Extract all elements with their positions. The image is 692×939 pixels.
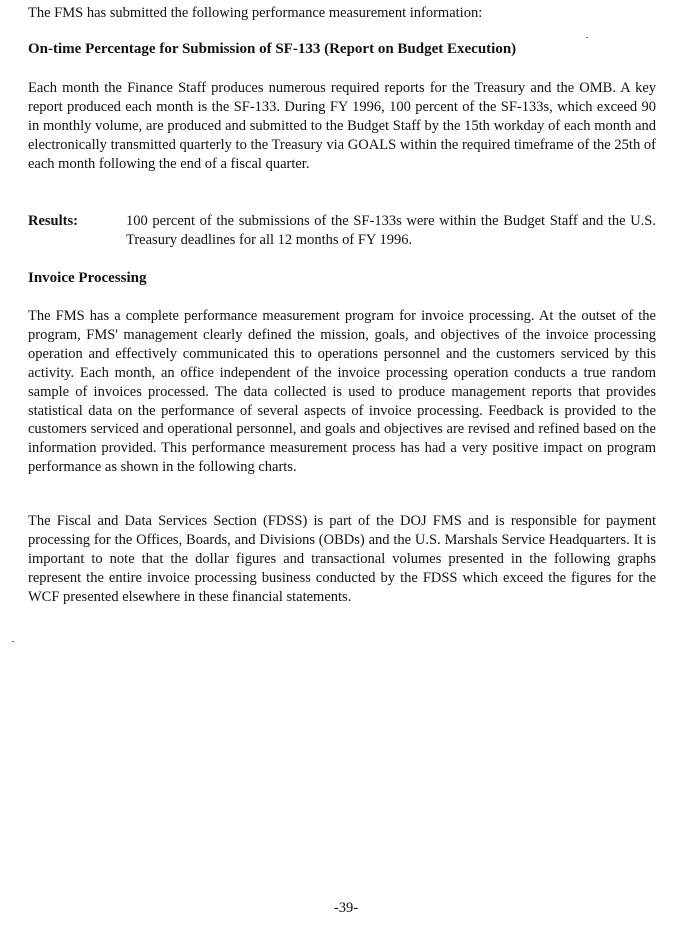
page-number: -39- — [333, 900, 359, 916]
sf133-paragraph: Each month the Finance Staff produces numerous required reports for the Treasury and the OMB. A key report produced each month is the SF-133. During FY 1996, 100 percent of the SF-133s, which exceed 90 in monthly volume, are produced and submitted to the Budget Staff by the 15th workday of each month and electronically transmitted quarterly to the Treasury via GOALS within the required timeframe of the 25th of each month following the end of a fiscal quarter. — [28, 80, 656, 172]
scan-speck — [586, 37, 588, 38]
intro-text: The FMS has submitted the following performance measurement information: — [28, 5, 483, 21]
section-heading-invoice-processing: Invoice Processing — [28, 270, 147, 286]
results-text: 100 percent of the submissions of the SF-133s were within the Budget Staff and the U.S. Treasury deadlines for all 12 months of FY 1996. — [126, 213, 656, 248]
results-label: Results: — [28, 213, 78, 229]
scan-speck — [12, 641, 14, 642]
invoice-processing-paragraph: The FMS has a complete performance measurement program for invoice processing. At the outset of the program, FMS' management clearly defined the mission, goals, and objectives of the invoice processing operation and effectively communicated this to operations personnel and the customers serviced by this activity. Each month, an office independent of the invoice processing operation conducts a true random sample of invoices processed. The data collected is used to produce management reports that provides statistical data on the performance of several aspects of invoice processing. Feedback is provided to the customers serviced and operational personnel, and goals and objectives are revised and refined based on the information provided. This performance measurement process has had a very positive impact on program performance as shown in the following charts. — [28, 308, 656, 476]
section-heading-sf133: On-time Percentage for Submission of SF-133 (Report on Budget Execution) — [28, 41, 517, 57]
fdss-paragraph: The Fiscal and Data Services Section (FDSS) is part of the DOJ FMS and is responsible for payment processing for the Offices, Boards, and Divisions (OBDs) and the U.S. Marshals Service Headquarters. It is important to note that the dollar figures and transactional volumes presented in the following graphs represent the entire invoice processing business conducted by the FDSS which exceed the figures for the WCF presented elsewhere in these financial statements. — [28, 513, 656, 605]
